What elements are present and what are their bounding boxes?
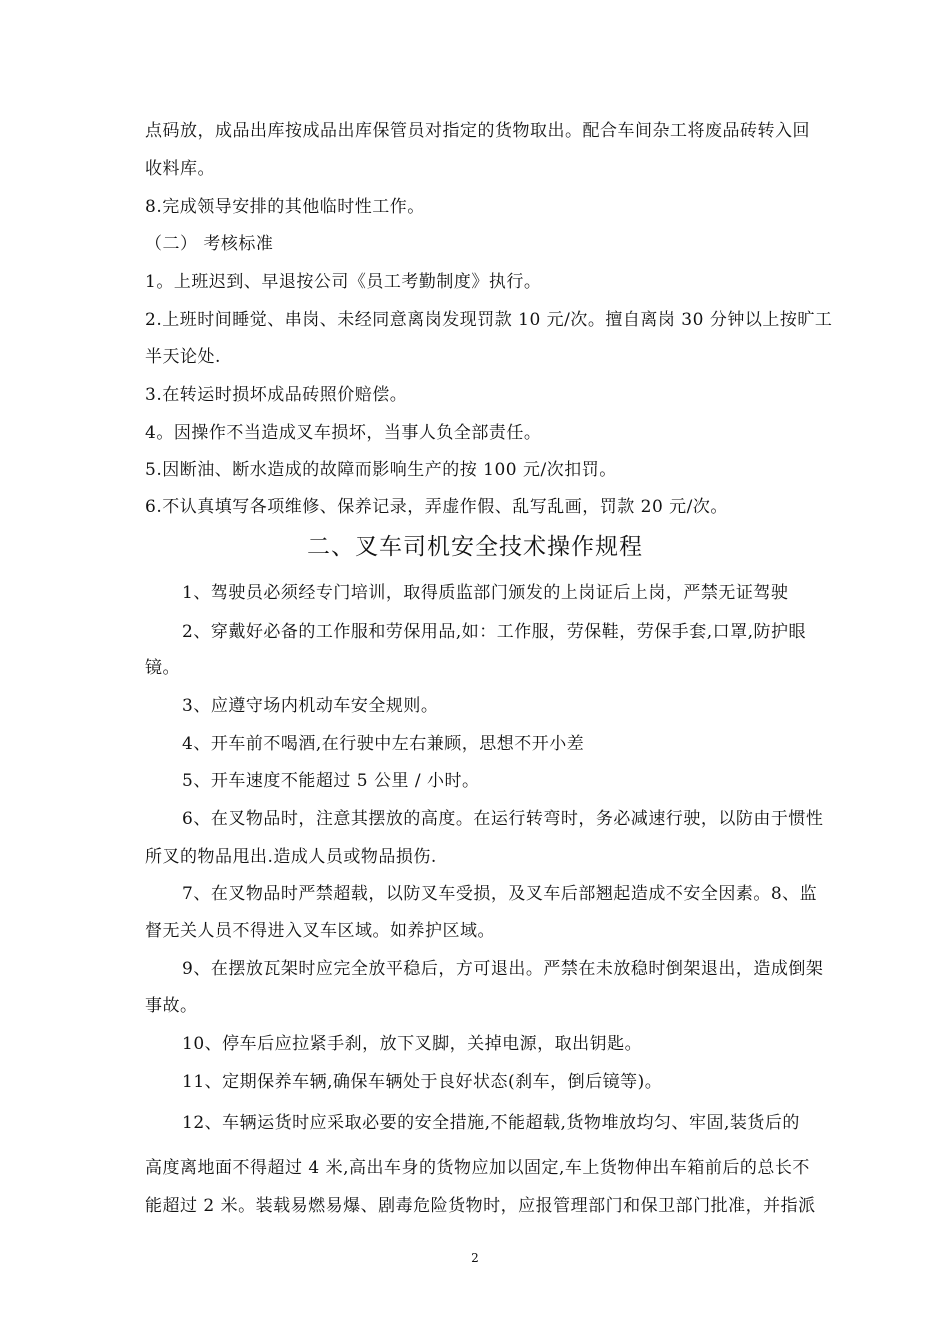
section-title: 二、叉车司机安全技术操作规程	[307, 534, 643, 560]
rule-line: 9、在摆放瓦架时应完全放平稳后，方可退出。严禁在未放稳时倒架退出，造成倒架	[182, 959, 824, 979]
rule-line: 2、穿戴好必备的工作服和劳保用品,如：工作服，劳保鞋，劳保手套,口罩,防护眼	[182, 622, 807, 642]
subheading: （二） 考核标准	[145, 234, 274, 254]
rule-line: 6、在叉物品时，注意其摆放的高度。在运行转弯时，务必减速行驶，以防由于惯性	[182, 809, 824, 829]
rule-line: 11、定期保养车辆,确保车辆处于良好状态(刹车，倒后镜等)。	[182, 1072, 663, 1092]
rule-line: 高度离地面不得超过 4 米,高出车身的货物应加以固定,车上货物伸出车箱前后的总长不	[145, 1158, 810, 1178]
page-number: 2	[471, 1251, 479, 1265]
text-line: 3.在转运时损坏成品砖照价赔偿。	[145, 385, 408, 405]
rule-line: 事故。	[145, 996, 198, 1016]
rule-line: 10、停车后应拉紧手刹，放下叉脚，关掉电源，取出钥匙。	[182, 1034, 643, 1054]
text-line: 点码放，成品出库按成品出库保管员对指定的货物取出。配合车间杂工将废品砖转入回	[145, 121, 810, 141]
text-line: 6.不认真填写各项维修、保养记录，弄虚作假、乱写乱画，罚款 20 元/次。	[145, 497, 728, 517]
text-line: 半天论处.	[145, 347, 221, 367]
text-line: 1。上班迟到、早退按公司《员工考勤制度》执行。	[145, 272, 542, 292]
rule-line: 能超过 2 米。装载易燃易爆、剧毒危险货物时，应报管理部门和保卫部门批准，并指派	[145, 1196, 816, 1216]
rule-line: 4、开车前不喝酒,在行驶中左右兼顾，思想不开小差	[182, 734, 585, 754]
rule-line: 12、车辆运货时应采取必要的安全措施,不能超载,货物堆放均匀、牢固,装货后的	[182, 1113, 800, 1133]
rule-line: 3、应遵守场内机动车安全规则。	[182, 696, 439, 716]
text-line: 5.因断油、断水造成的故障而影响生产的按 100 元/次扣罚。	[145, 460, 617, 480]
rule-line: 1、驾驶员必须经专门培训，取得质监部门颁发的上岗证后上岗，严禁无证驾驶	[182, 583, 789, 603]
text-line: 8.完成领导安排的其他临时性工作。	[145, 197, 425, 217]
rule-line: 镜。	[145, 658, 180, 678]
rule-line: 所叉的物品甩出.造成人员或物品损伤.	[145, 847, 437, 867]
text-line: 收料库。	[145, 159, 215, 179]
text-line: 4。因操作不当造成叉车损坏，当事人负全部责任。	[145, 423, 542, 443]
text-line: 2.上班时间睡觉、串岗、未经同意离岗发现罚款 10 元/次。擅自离岗 30 分钟以上按旷工	[145, 310, 833, 330]
rule-line: 7、在叉物品时严禁超载，以防叉车受损，及叉车后部翘起造成不安全因素。8、监	[182, 884, 818, 904]
rule-line: 督无关人员不得进入叉车区域。如养护区域。	[145, 921, 495, 941]
rule-line: 5、开车速度不能超过 5 公里 / 小时。	[182, 771, 480, 791]
